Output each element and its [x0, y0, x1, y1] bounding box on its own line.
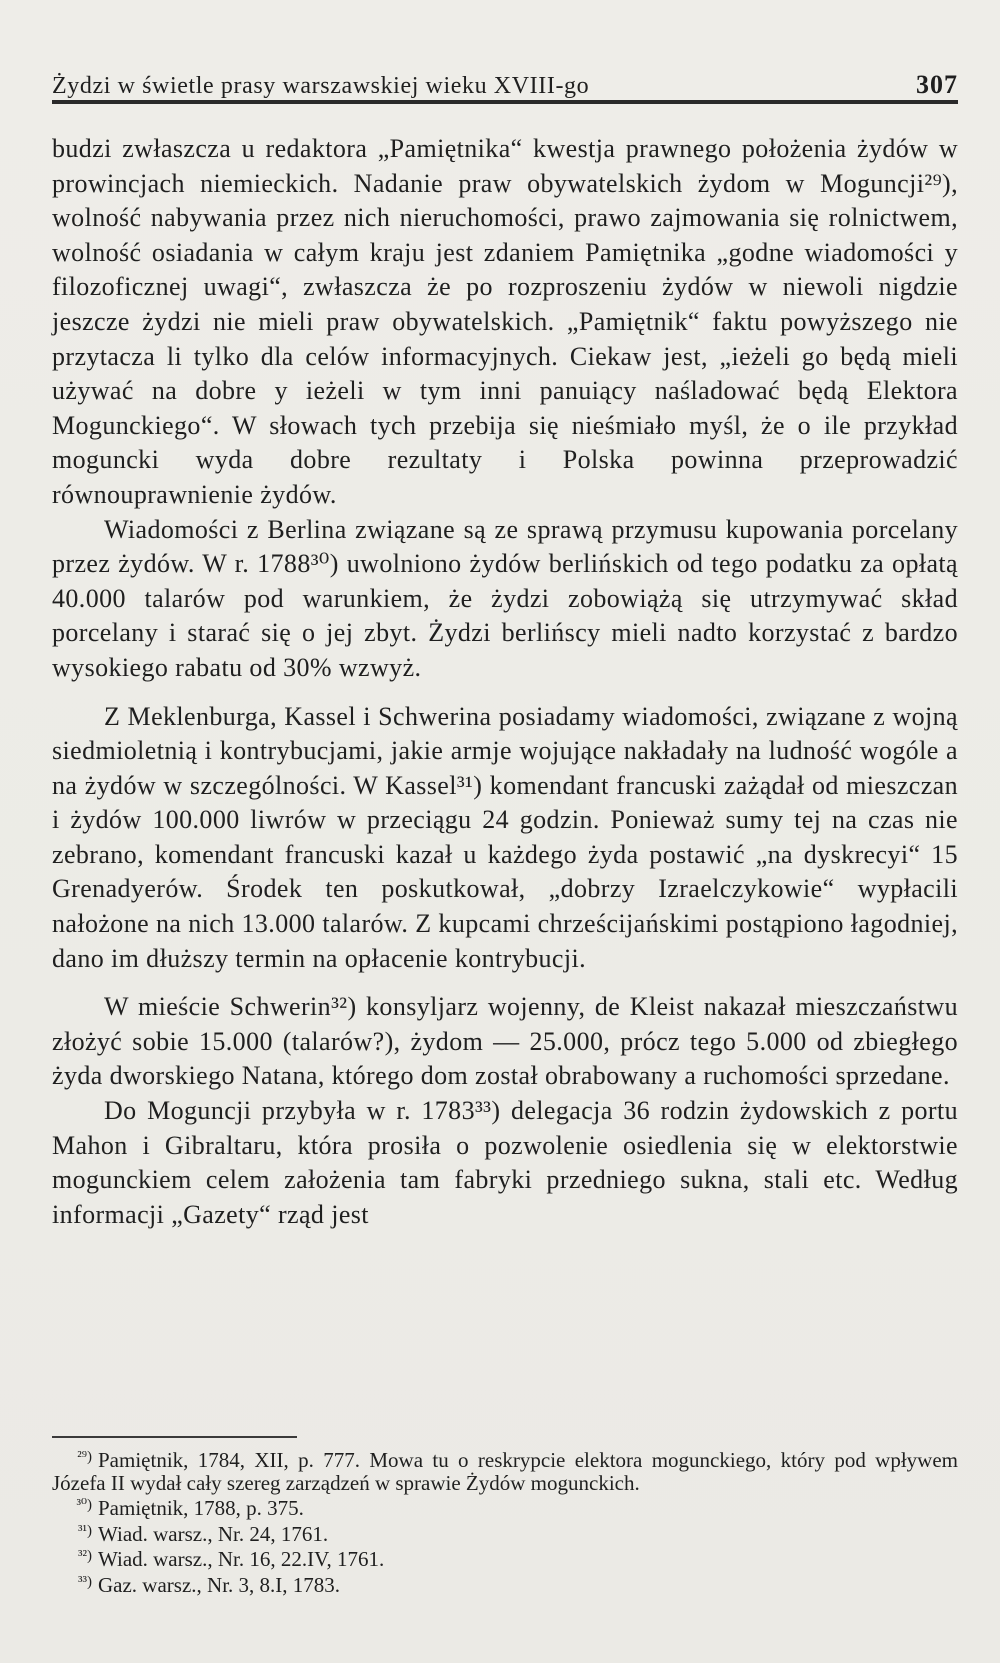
footnote-33 [52, 1571, 958, 1597]
footnote-number: ³⁰) [76, 1497, 92, 1514]
footnote-number: ³¹) [78, 1522, 92, 1539]
paragraph-5: Do Moguncji przybyła w r. 1783³³) delegacja 36 rodzin żydowskich z portu Mahon i Gibraltaru, która prosiła o pozwolenie osiedlenia się w elektorstwie mogunckiem celem założenia tam fabryki przedniego sukna, stali etc. Według informacji „Gazety“ rząd jest [52, 1096, 958, 1229]
page-number: 307 [916, 70, 958, 99]
paragraph-4: W mieście Schwerin³²) konsyljarz wojenny, de Kleist nakazał mieszczaństwu złożyć sobie 15.000 (talarów?), żydom — 25.000, prócz tego 5.000 od zbiegłego żyda dworskiego Natana, którego dom został obrabowany a ruchomości sprzedane. [52, 992, 958, 1091]
body-text [52, 132, 958, 1232]
footnote-32 [52, 1545, 958, 1571]
footnote-text: Pamiętnik, 1784, XII, p. 777. Mowa tu o reskrypcie elektora mogunckiego, który pod wpływem Józefa II wydał cały szereg zarządzeń w sprawie Żydów mogunckich. [52, 1448, 958, 1495]
paragraph-3: Z Meklenburga, Kassel i Schwerina posiadamy wiadomości, związane z wojną siedmioletnią i kontrybucjami, jakie armje wojujące nakładały na ludność wogóle a na żydów w szczególności. W Kassel³¹) komendant francuski zażądał od mieszczan i żydów 100.000 liwrów w przeciągu 24 godzin. Ponieważ sumy tej na czas nie zebrano, komendant francuski kazał u każdego żyda postawić „na dyskrecyi“ 15 Grenadyerów. Środek ten poskutkował, „dobrzy Izraelczykowie“ wypłacili nałożone na nich 13.000 talarów. Z kupcami chrześcijańskimi postąpiono łagodniej, dano im dłuższy termin na opłacenie kontrybucji. [52, 701, 958, 973]
footnote-31 [52, 1520, 958, 1546]
footnote-29 [52, 1446, 958, 1494]
footnote-30 [52, 1494, 958, 1520]
header-rule [52, 100, 958, 104]
running-title: Żydzi w świetle prasy warszawskiej wieku XVIII-go [52, 73, 590, 99]
footnote-text: Pamiętnik, 1788, p. 375. [98, 1496, 304, 1521]
footnote-number: ²⁹) [77, 1449, 92, 1465]
footnotes [52, 1446, 958, 1597]
paragraph-2: Wiadomości z Berlina związane są ze sprawą przymusu kupowania porcelany przez żydów. W r. 1788³⁰) uwolniono żydów berlińskich od tego podatku za opłatą 40.000 talarów pod warunkiem, że żydzi zobowiążą się utrzymywać skład porcelany i starać się o jej zbyt. Żydzi berlińscy mieli nadto korzystać z bardzo wysokiego rabatu od 30% wzwyż. [52, 514, 958, 682]
paragraph-1: budzi zwłaszcza u redaktora „Pamiętnika“ kwestja prawnego położenia żydów w prowincjach niemieckich. Nadanie praw obywatelskich żydom w Moguncji²⁹), wolność nabywania przez nich nieruchomości, prawo zajmowania się rolnictwem, wolność osiadania w całym kraju jest zdaniem Pamiętnika „godne wiadomości y filozoficznej uwagi“, zwłaszcza że po rozproszeniu żydów w niewoli nigdzie jeszcze żydzi nie mieli praw obywatelskich. „Pamiętnik“ faktu powyższego nie przytacza li tylko dla celów informacyjnych. Ciekaw jest, „ieżeli go będą mieli używać na dobre y ieżeli w tym inni panuiący naśladować będą Elektora Mogunckiego“. W słowach tych przebija się nieśmiało myśl, że o ile przykład moguncki wyda dobre rezultaty i Polska powinna przeprowadzić równouprawnienie żydów. [52, 134, 958, 509]
footnote-number: ³³) [78, 1573, 92, 1590]
footnote-rule [52, 1436, 297, 1438]
page-header [52, 62, 958, 100]
footnote-number: ³²) [78, 1548, 92, 1565]
footnote-text: Gaz. warsz., Nr. 3, 8.I, 1783. [98, 1572, 341, 1597]
footnote-text: Wiad. warsz., Nr. 24, 1761. [98, 1521, 329, 1546]
footnote-text: Wiad. warsz., Nr. 16, 22.IV, 1761. [98, 1547, 385, 1572]
